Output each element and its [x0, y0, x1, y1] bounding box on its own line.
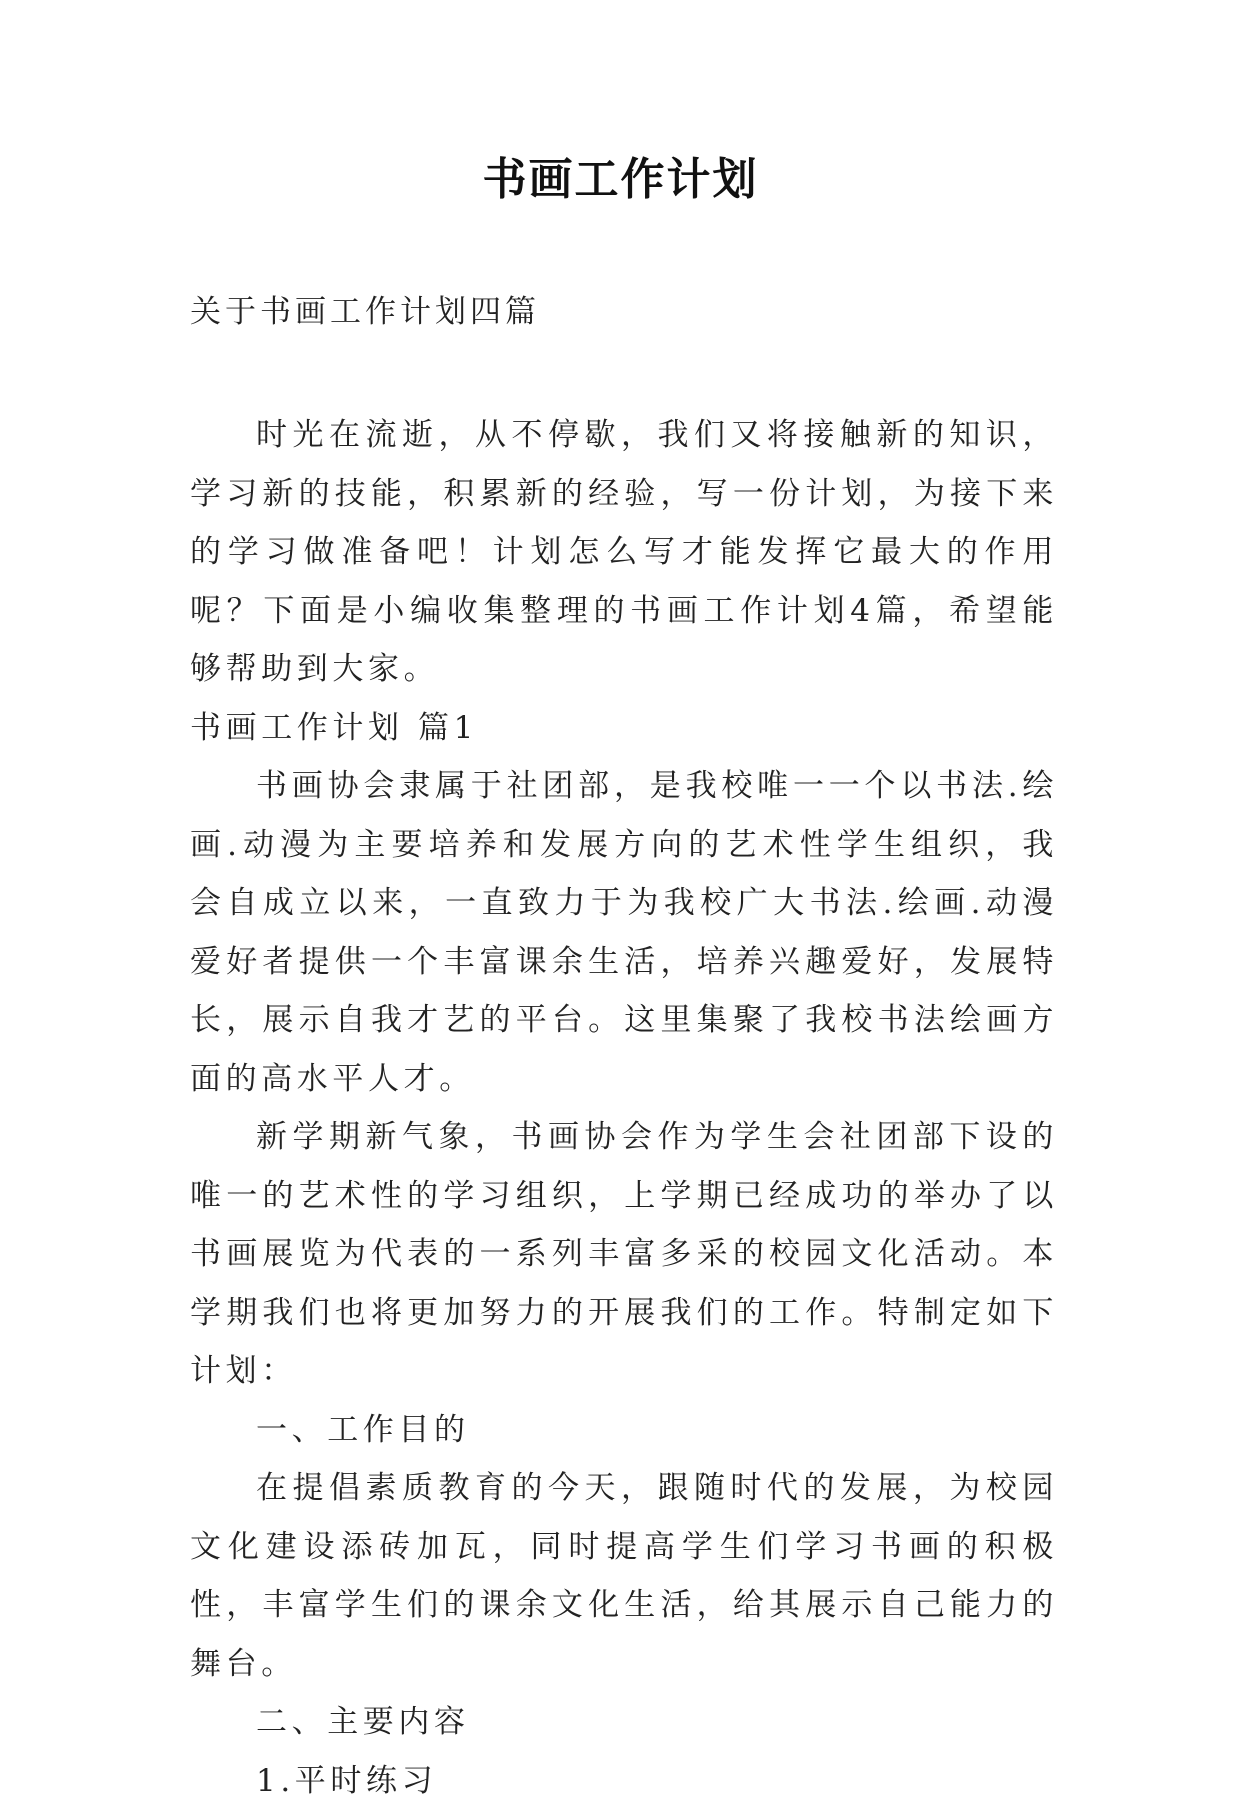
- paragraph-association-intro: 书画协会隶属于社团部，是我校唯一一个以书法.绘画.动漫为主要培养和发展方向的艺术性学生组织，我会自成立以来，一直致力于为我校广大书法.绘画.动漫爱好者提供一个丰富课余生活，培养兴趣爱好，发展特长，展示自我才艺的平台。这里集聚了我校书法绘画方面的高水平人才。: [190, 757, 1058, 1108]
- section-heading-part-1: 书画工作计划 篇1: [190, 699, 1058, 758]
- document-title: 书画工作计划: [0, 150, 1241, 210]
- document-body: [190, 406, 1058, 1810]
- document-subtitle: 关于书画工作计划四篇: [190, 290, 540, 334]
- item-daily-practice: 1.平时练习: [190, 1752, 1058, 1810]
- paragraph-new-semester: 新学期新气象，书画协会作为学生会社团部下设的唯一的艺术性的学习组织，上学期已经成功的举办了以书画展览为代表的一系列丰富多采的校园文化活动。本学期我们也将更加努力的开展我们的工作。特制定如下计划：: [190, 1108, 1058, 1401]
- heading-main-content: 二、主要内容: [190, 1693, 1058, 1752]
- paragraph-intro: 时光在流逝，从不停歇，我们又将接触新的知识，学习新的技能，积累新的经验，写一份计划，为接下来的学习做准备吧！计划怎么写才能发挥它最大的作用呢？下面是小编收集整理的书画工作计划4篇，希望能够帮助到大家。: [190, 406, 1058, 699]
- paragraph-work-purpose: 在提倡素质教育的今天，跟随时代的发展，为校园文化建设添砖加瓦，同时提高学生们学习书画的积极性，丰富学生们的课余文化生活，给其展示自己能力的舞台。: [190, 1459, 1058, 1693]
- heading-work-purpose: 一、工作目的: [190, 1401, 1058, 1460]
